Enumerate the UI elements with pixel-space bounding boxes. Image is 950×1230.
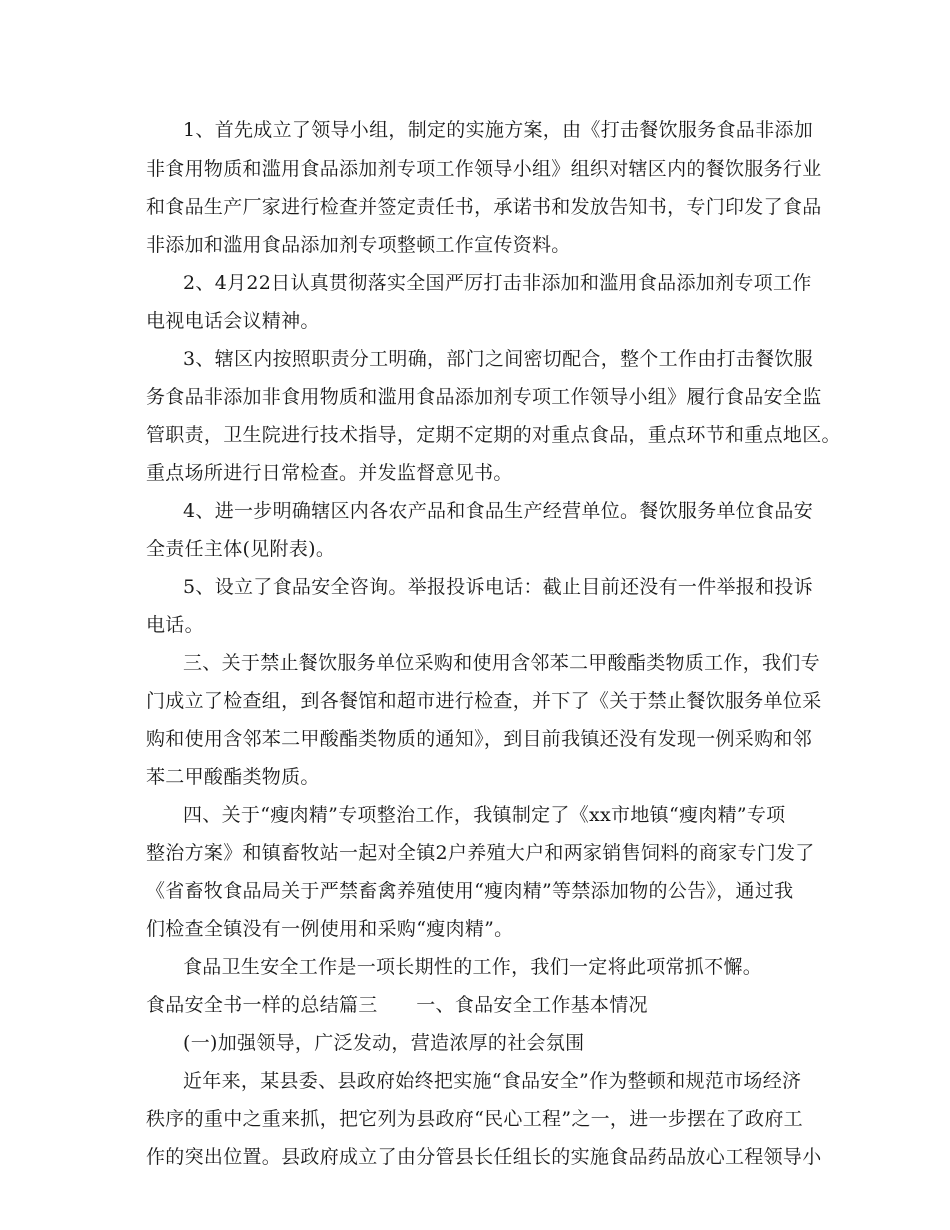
text-line: 非食用物质和滥用食品添加剂专项工作领导小组》组织对辖区内的餐饮服务行业 bbox=[146, 158, 822, 180]
text-line: 们检查全镇没有一例使用和采购“瘦肉精”。 bbox=[146, 918, 514, 940]
text-line: 近年来，某县委、县政府始终把实施“食品安全”作为整顿和规范市场经济 bbox=[183, 1070, 802, 1092]
text-line: 重点场所进行日常检查。并发监督意见书。 bbox=[146, 462, 513, 484]
text-line: 整治方案》和镇畜牧站一起对全镇2户养殖大户和两家销售饲料的商家专门发了 bbox=[146, 842, 815, 864]
text-line: 非添加和滥用食品添加剂专项整顿工作宣传资料。 bbox=[146, 234, 571, 256]
text-line: 5、设立了食品安全咨询。举报投诉电话：截止目前还没有一件举报和投诉 bbox=[183, 576, 813, 598]
text-line: 四、关于“瘦肉精”专项整治工作，我镇制定了《xx市地镇“瘦肉精”专项 bbox=[183, 804, 786, 826]
text-line: 3、辖区内按照职责分工明确，部门之间密切配合，整个工作由打击餐饮服 bbox=[183, 348, 813, 370]
text-line: 三、关于禁止餐饮服务单位采购和使用含邻苯二甲酸酯类物质工作，我们专 bbox=[183, 652, 820, 674]
text-line: 秩序的重中之重来抓，把它列为县政府“民心工程”之一，进一步摆在了政府工 bbox=[146, 1108, 803, 1130]
subsection-heading: (一)加强领导，广泛发动，营造浓厚的社会氛围 bbox=[183, 1032, 585, 1054]
text-line: 《省畜牧食品局关于严禁畜禽养殖使用“瘦肉精”等禁添加物的公告》，通过我 bbox=[146, 880, 794, 902]
section-heading: 食品安全书一样的总结篇三 一、食品安全工作基本情况 bbox=[146, 994, 648, 1016]
text-line: 电话。 bbox=[146, 614, 204, 636]
text-line: 务食品非添加非食用物质和滥用食品添加剂专项工作领导小组》履行食品安全监 bbox=[146, 386, 822, 408]
text-line: 食品卫生安全工作是一项长期性的工作，我们一定将此项常抓不懈。 bbox=[183, 956, 763, 978]
text-line: 苯二甲酸酯类物质。 bbox=[146, 766, 320, 788]
text-line: 4、进一步明确辖区内各农产品和食品生产经营单位。餐饮服务单位食品安 bbox=[183, 500, 813, 522]
text-line: 1、首先成立了领导小组，制定的实施方案，由《打击餐饮服务食品非添加 bbox=[183, 119, 813, 141]
text-line: 全责任主体(见附表)。 bbox=[146, 538, 336, 560]
text-line: 电视电话会议精神。 bbox=[146, 310, 320, 332]
text-line: 购和使用含邻苯二甲酸酯类物质的通知》，到目前我镇还没有发现一例采购和邻 bbox=[146, 728, 813, 750]
text-line: 和食品生产厂家进行检查并签定责任书，承诺书和发放告知书，专门印发了食品 bbox=[146, 196, 822, 218]
text-line: 作的突出位置。县政府成立了由分管县长任组长的实施食品药品放心工程领导小 bbox=[146, 1146, 822, 1168]
text-line: 2、4月22日认真贯彻落实全国严厉打击非添加和滥用食品添加剂专项工作 bbox=[183, 272, 812, 294]
text-line: 管职责，卫生院进行技术指导，定期不定期的对重点食品，重点环节和重点地区。 bbox=[146, 424, 841, 446]
text-line: 门成立了检查组，到各餐馆和超市进行检查，并下了《关于禁止餐饮服务单位采 bbox=[146, 690, 822, 712]
